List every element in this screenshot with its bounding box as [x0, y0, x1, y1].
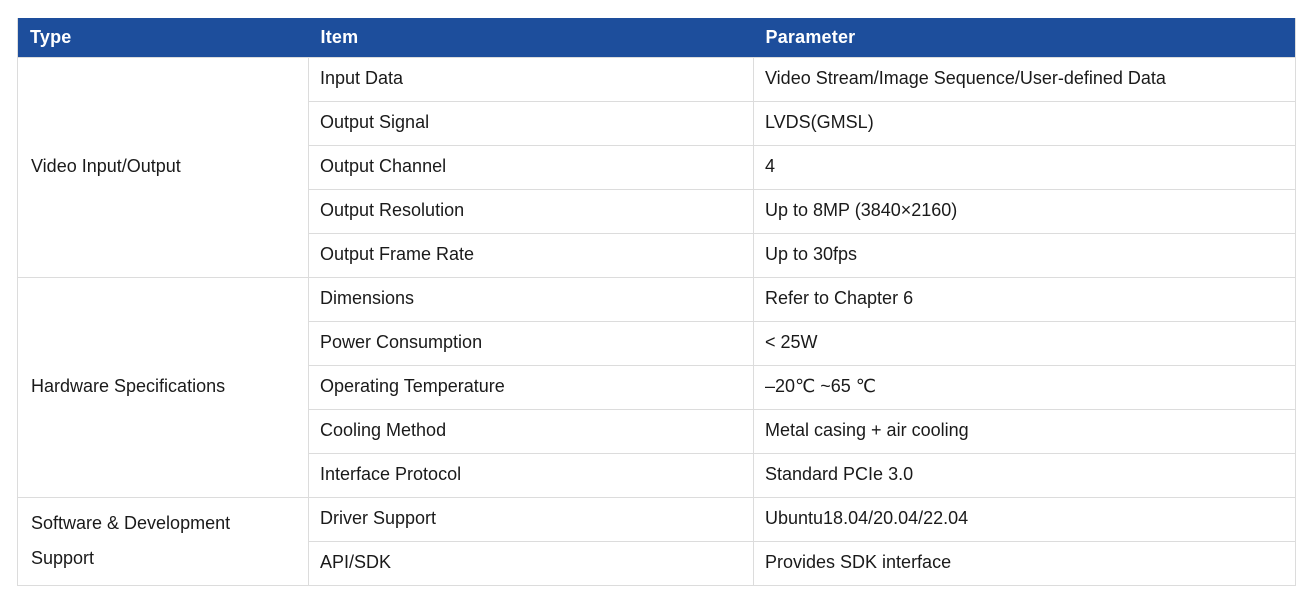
parameter-cell: Up to 8MP (3840×2160) [754, 189, 1296, 233]
parameter-cell: Standard PCIe 3.0 [754, 453, 1296, 497]
parameter-cell: Video Stream/Image Sequence/User-defined Data [754, 57, 1296, 101]
parameter-cell: Provides SDK interface [754, 541, 1296, 585]
item-cell: Output Signal [309, 101, 754, 145]
table-row [18, 277, 1296, 321]
type-cell-software-development-support: Software & Development Support [18, 497, 309, 585]
item-cell: Output Frame Rate [309, 233, 754, 277]
parameter-cell: –20℃ ~65 ℃ [754, 365, 1296, 409]
table-row [18, 497, 1296, 541]
col-header-item: Item [309, 18, 754, 57]
item-cell: Output Channel [309, 145, 754, 189]
item-cell: Driver Support [309, 497, 754, 541]
spec-table [17, 18, 1296, 586]
type-cell-hardware-specifications: Hardware Specifications [18, 277, 309, 497]
parameter-cell: LVDS(GMSL) [754, 101, 1296, 145]
item-cell: API/SDK [309, 541, 754, 585]
header-row [18, 18, 1296, 57]
parameter-cell: < 25W [754, 321, 1296, 365]
parameter-cell: Ubuntu18.04/20.04/22.04 [754, 497, 1296, 541]
item-cell: Power Consumption [309, 321, 754, 365]
item-cell: Cooling Method [309, 409, 754, 453]
parameter-cell: Up to 30fps [754, 233, 1296, 277]
parameter-cell: Refer to Chapter 6 [754, 277, 1296, 321]
item-cell: Interface Protocol [309, 453, 754, 497]
item-cell: Operating Temperature [309, 365, 754, 409]
item-cell: Input Data [309, 57, 754, 101]
parameter-cell: 4 [754, 145, 1296, 189]
parameter-cell: Metal casing + air cooling [754, 409, 1296, 453]
type-cell-video-input-output: Video Input/Output [18, 57, 309, 277]
item-cell: Dimensions [309, 277, 754, 321]
col-header-type: Type [18, 18, 309, 57]
col-header-parameter: Parameter [754, 18, 1296, 57]
table-row [18, 57, 1296, 101]
item-cell: Output Resolution [309, 189, 754, 233]
